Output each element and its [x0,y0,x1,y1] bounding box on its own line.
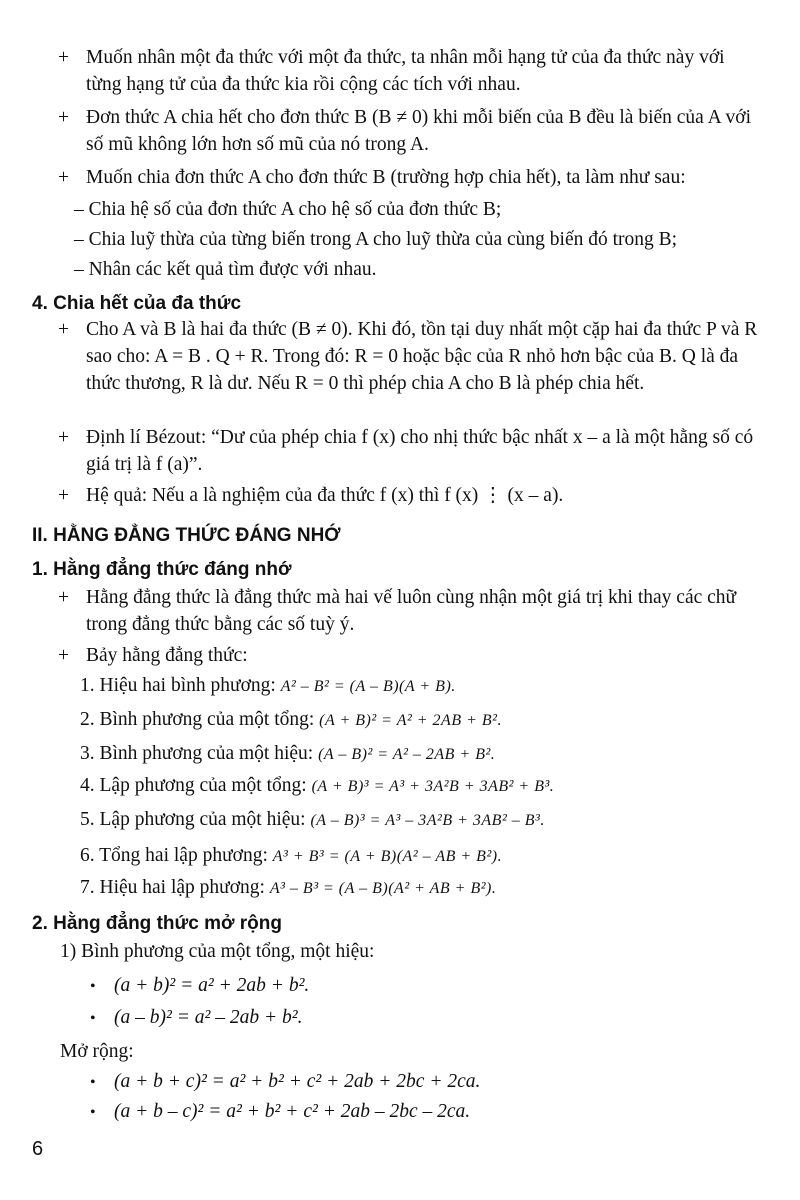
identity-formula: (A + B)² = A² + 2AB + B². [319,712,502,729]
step-item [74,256,764,283]
paragraph-text: Đơn thức A chia hết cho đơn thức B (B ≠ 0) khi mỗi biến của B đều là biến của A với số mũ không lớn hơn số mũ của nó trong A. [86,107,751,155]
identity-formula: A³ – B³ = (A – B)(A² + AB + B²). [269,880,497,897]
subsection-heading: 2. Hằng đẳng thức mở rộng [32,913,282,934]
list-item [58,44,763,98]
paragraph-text: Hệ quả: Nếu a là nghiệm của đa thức f (x) thì f (x) ⋮ (x – a). [86,485,564,506]
dash-bullet: – [74,199,84,220]
paragraph-text: Bảy hằng đẳng thức: [86,645,248,666]
step-item [74,196,764,223]
identity-label: 5. Lập phương của một hiệu: [80,809,306,830]
identity-row [80,740,770,768]
formula-item [90,1068,480,1096]
identity-label: 7. Hiệu hai lập phương: [80,877,265,898]
list-item [58,424,763,478]
plus-bullet: + [58,319,69,340]
identity-row [80,874,770,902]
step-text: Chia hệ số của đơn thức A cho hệ số của đơn thức B; [88,199,502,220]
paragraph-text: Muốn nhân một đa thức với một đa thức, ta nhân mỗi hạng tử của đa thức này với từng hạng tử của đa thức kia rồi cộng các tích với nhau. [86,47,725,95]
plus-bullet: + [58,427,69,448]
identity-formula: (A – B)² = A² – 2AB + B². [318,746,496,763]
paragraph-text: Định lí Bézout: “Dư của phép chia f (x) cho nhị thức bậc nhất x – a là một hằng số có giá trị là f (a)”. [86,427,754,475]
paragraph-text: Mở rộng: [60,1041,134,1062]
list-item [58,642,763,669]
list-item [58,584,763,638]
step-text: Nhân các kết quả tìm được với nhau. [88,259,377,280]
paragraph-text: 1) Bình phương của một tổng, một hiệu: [60,941,375,962]
paragraph-text: Hằng đẳng thức là đẳng thức mà hai vế luôn cùng nhận một giá trị khi thay các chữ trong đẳng thức bằng các số tuỳ ý. [86,587,737,635]
dot-bullet: • [90,978,96,995]
step-item [74,226,764,253]
section-heading: 4. Chia hết của đa thức [32,293,242,314]
dot-bullet: • [90,1010,96,1027]
page-number: 6 [32,1138,44,1160]
formula-text: (a + b)² = a² + 2ab + b². [114,975,310,996]
list-item [58,482,763,509]
formula-item [90,1098,470,1126]
dot-bullet: • [90,1104,96,1121]
formula-item [90,1004,302,1032]
identity-formula: A² – B² = (A – B)(A + B). [280,678,456,695]
paragraph-text: Cho A và B là hai đa thức (B ≠ 0). Khi đó, tồn tại duy nhất một cặp hai đa thức P và R sao cho: A = B . Q + R. Trong đó: R = 0 hoặc bậc của R nhỏ hơn bậc của B. Q là đa thức thương, R là dư. Nếu R = 0 thì phép chia A cho B là phép chia hết. [86,319,758,394]
plus-bullet: + [58,485,69,506]
identity-row [80,772,770,800]
formula-text: (a + b + c)² = a² + b² + c² + 2ab + 2bc + 2ca. [114,1071,481,1092]
formula-text: (a + b – c)² = a² + b² + c² + 2ab – 2bc – 2ca. [114,1101,471,1122]
plus-bullet: + [58,167,69,188]
paragraph-text: Muốn chia đơn thức A cho đơn thức B (trường hợp chia hết), ta làm như sau: [86,167,686,188]
identity-row [80,842,770,870]
step-text: Chia luỹ thừa của từng biến trong A cho luỹ thừa của cùng biến đó trong B; [88,229,678,250]
plus-bullet: + [58,47,69,68]
list-item [58,164,763,191]
identity-row [80,806,770,834]
formula-item [90,972,309,1000]
chapter-heading: II. HẰNG ĐẲNG THỨC ĐÁNG NHỚ [32,525,341,546]
identity-formula: A³ + B³ = (A + B)(A² – AB + B²). [272,848,503,865]
identity-formula: (A + B)³ = A³ + 3A²B + 3AB² + B³. [311,778,555,795]
dot-bullet: • [90,1074,96,1091]
list-item [58,104,763,158]
identity-row [80,706,770,734]
plus-bullet: + [58,587,69,608]
plus-bullet: + [58,645,69,666]
identity-label: 1. Hiệu hai bình phương: [80,675,276,696]
identity-label: 4. Lập phương của một tổng: [80,775,307,796]
dash-bullet: – [74,259,84,280]
identity-formula: (A – B)³ = A³ – 3A²B + 3AB² – B³. [310,812,545,829]
subsection-heading: 1. Hằng đẳng thức đáng nhớ [32,559,292,580]
dash-bullet: – [74,229,84,250]
list-item [58,316,763,397]
identity-label: 6. Tổng hai lập phương: [80,845,268,866]
identity-label: 2. Bình phương của một tổng: [80,709,315,730]
identity-row [80,672,770,700]
identity-label: 3. Bình phương của một hiệu: [80,743,314,764]
formula-text: (a – b)² = a² – 2ab + b². [114,1007,303,1028]
plus-bullet: + [58,107,69,128]
